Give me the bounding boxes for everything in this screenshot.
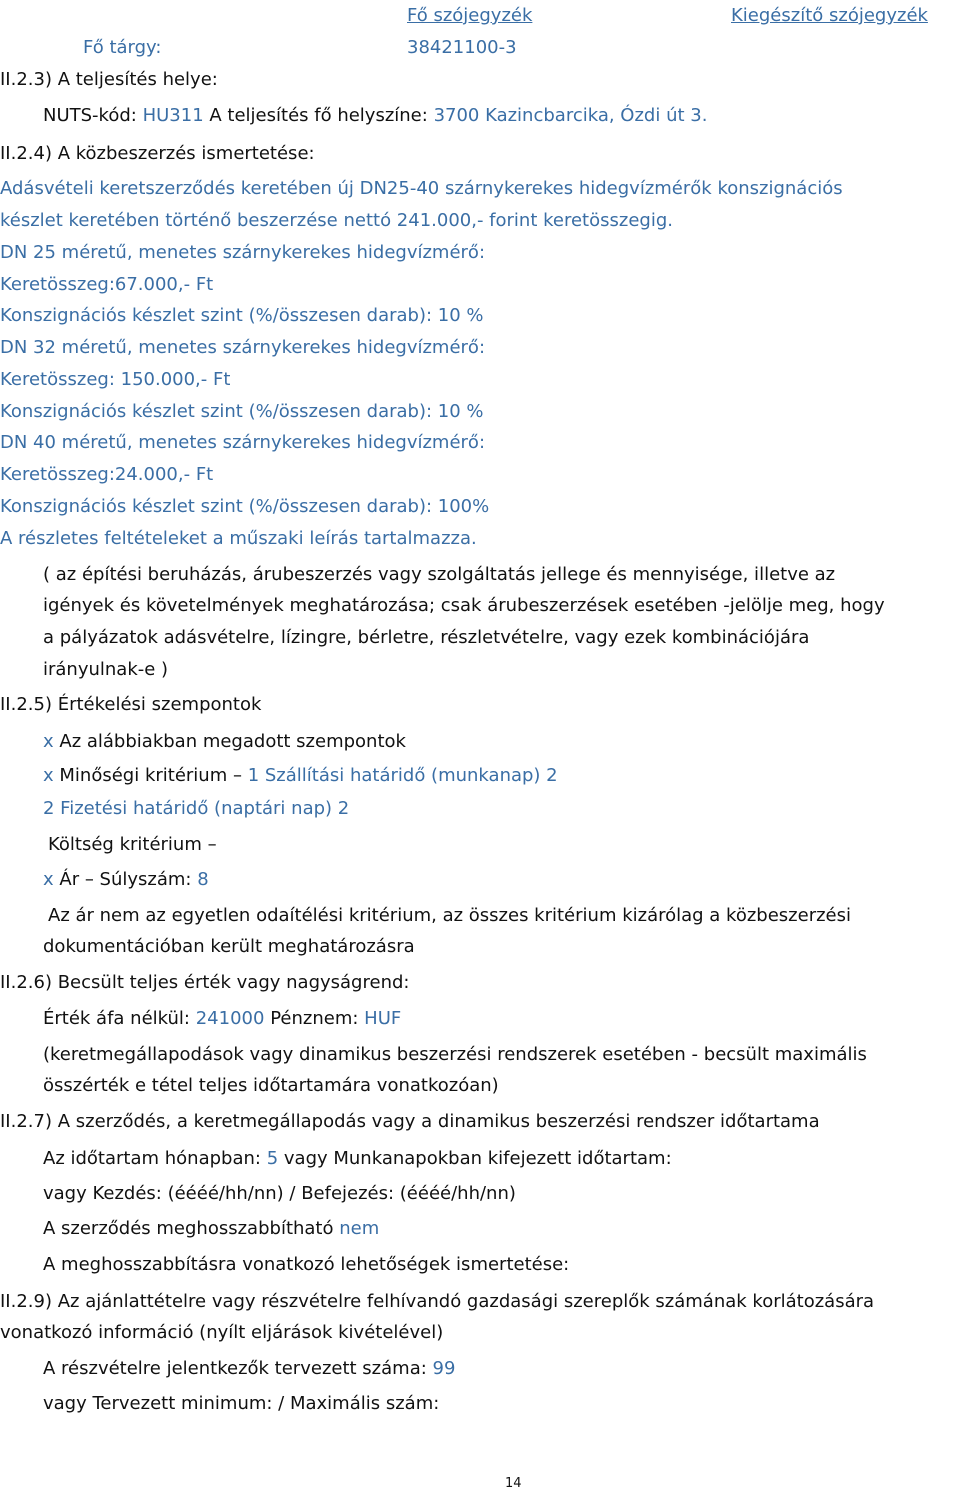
section-heading-2-2-7: II.2.7) A szerződés, a keretmegállapodás vagy a dinamikus beszerzési rendszer időtartama <box>0 1111 820 1132</box>
planned-number-value: 99 <box>432 1358 456 1379</box>
checkbox-mark: x <box>43 869 54 890</box>
main-vocab-link[interactable]: Fő szójegyzék <box>407 5 533 26</box>
quality-criterion-label: Minőségi kritérium – <box>59 765 242 786</box>
page-number: 14 <box>505 1476 522 1491</box>
description-note-line: a pályázatok adásvételre, lízingre, bérletre, részletvételre, vagy ezek kombinációjára <box>43 627 810 648</box>
place-label: A teljesítés fő helyszíne: <box>209 105 428 126</box>
description-note-line: ( az építési beruházás, árubeszerzés vagy szolgáltatás jellege és mennyisége, illetve az <box>43 564 836 585</box>
duration-days-label: vagy Munkanapokban kifejezett időtartam: <box>283 1148 672 1169</box>
criteria-note-line: Az ár nem az egyetlen odaítélési kritérium, az összes kritérium kizárólag a közbeszerzési <box>48 905 851 926</box>
description-line: Konszignációs készlet szint (%/összesen darab): 10 % <box>0 401 484 422</box>
criteria-note-line: dokumentációban került meghatározásra <box>43 936 415 957</box>
section-heading-2-2-3: II.2.3) A teljesítés helye: <box>0 69 218 90</box>
criteria-below-label: Az alábbiakban megadott szempontok <box>59 731 406 752</box>
quality-criterion-2: 2 Fizetési határidő (naptári nap) 2 <box>43 798 350 819</box>
section-heading-2-2-6: II.2.6) Becsült teljes érték vagy nagyságrend: <box>0 972 410 993</box>
extension-value: nem <box>339 1218 380 1239</box>
currency-label: Pénznem: <box>270 1008 359 1029</box>
section-heading-2-2-5: II.2.5) Értékelési szempontok <box>0 694 262 715</box>
min-max-line: vagy Tervezett minimum: / Maximális szám: <box>43 1393 440 1414</box>
section-heading-2-2-4: II.2.4) A közbeszerzés ismertetése: <box>0 143 315 164</box>
description-line: A részletes feltételeket a műszaki leírás tartalmazza. <box>0 528 477 549</box>
description-line: készlet keretében történő beszerzése nettó 241.000,- forint keretösszegig. <box>0 210 673 231</box>
planned-number-label: A részvételre jelentkezők tervezett száma: <box>43 1358 427 1379</box>
description-line: Keretösszeg: 150.000,- Ft <box>0 369 231 390</box>
value-amount: 241000 <box>195 1008 265 1029</box>
value-line <box>43 1010 401 1028</box>
description-line: Konszignációs készlet szint (%/összesen darab): 10 % <box>0 305 484 326</box>
duration-months-label: Az időtartam hónapban: <box>43 1148 261 1169</box>
cost-criterion-label: Költség kritérium – <box>48 834 217 855</box>
main-subject-code: 38421100-3 <box>407 37 517 58</box>
description-line: Adásvételi keretszerződés keretében új DN25-40 szárnykerekes hidegvízmérők konszignációs <box>0 178 843 199</box>
nuts-code: HU311 <box>142 105 204 126</box>
section-heading-2-2-9-cont: vonatkozó információ (nyílt eljárások kivételével) <box>0 1322 444 1343</box>
value-note-line: összérték e tétel teljes időtartamára vonatkozóan) <box>43 1075 499 1096</box>
description-note-line: irányulnak-e ) <box>43 659 169 680</box>
description-line: Keretösszeg:24.000,- Ft <box>0 464 214 485</box>
description-line: Keretösszeg:67.000,- Ft <box>0 274 214 295</box>
price-label: Ár – Súlyszám: <box>59 869 192 890</box>
main-subject-label: Fő tárgy: <box>83 37 162 58</box>
description-line: DN 25 méretű, menetes szárnykerekes hidegvízmérő: <box>0 242 486 263</box>
price-weight: 8 <box>197 869 209 890</box>
value-label: Érték áfa nélkül: <box>43 1008 190 1029</box>
quality-criterion-1: 1 Szállítási határidő (munkanap) 2 <box>247 765 558 786</box>
checkbox-mark: x <box>43 731 54 752</box>
place-value: 3700 Kazincbarcika, Ózdi út 3. <box>433 105 708 126</box>
quality-criterion-line <box>43 767 558 785</box>
duration-line <box>43 1150 672 1168</box>
description-line: DN 40 méretű, menetes szárnykerekes hidegvízmérő: <box>0 432 486 453</box>
supp-vocab-link[interactable]: Kiegészítő szójegyzék <box>731 5 928 26</box>
description-note-line: igények és követelmények meghatározása; csak árubeszerzések esetében -jelölje meg, hogy <box>43 595 885 616</box>
criteria-below-line <box>43 733 406 751</box>
checkbox-mark: x <box>43 765 54 786</box>
price-criterion-line <box>43 871 209 889</box>
duration-dates-line: vagy Kezdés: (éééé/hh/nn) / Befejezés: (éééé/hh/nn) <box>43 1183 516 1204</box>
nuts-label: NUTS-kód: <box>43 105 137 126</box>
value-note-line: (keretmegállapodások vagy dinamikus beszerzési rendszerek esetében - becsült maximális <box>43 1044 867 1065</box>
nuts-line <box>43 107 707 125</box>
currency-value: HUF <box>364 1008 402 1029</box>
extension-description-label: A meghosszabbításra vonatkozó lehetőségek ismertetése: <box>43 1254 570 1275</box>
planned-number-line <box>43 1360 455 1378</box>
extension-line <box>43 1220 379 1238</box>
duration-months-value: 5 <box>266 1148 279 1169</box>
extension-label: A szerződés meghosszabbítható <box>43 1218 334 1239</box>
section-heading-2-2-9: II.2.9) Az ajánlattételre vagy részvételre felhívandó gazdasági szereplők számának korlátozására <box>0 1291 875 1312</box>
description-line: DN 32 méretű, menetes szárnykerekes hidegvízmérő: <box>0 337 486 358</box>
description-line: Konszignációs készlet szint (%/összesen darab): 100% <box>0 496 490 517</box>
